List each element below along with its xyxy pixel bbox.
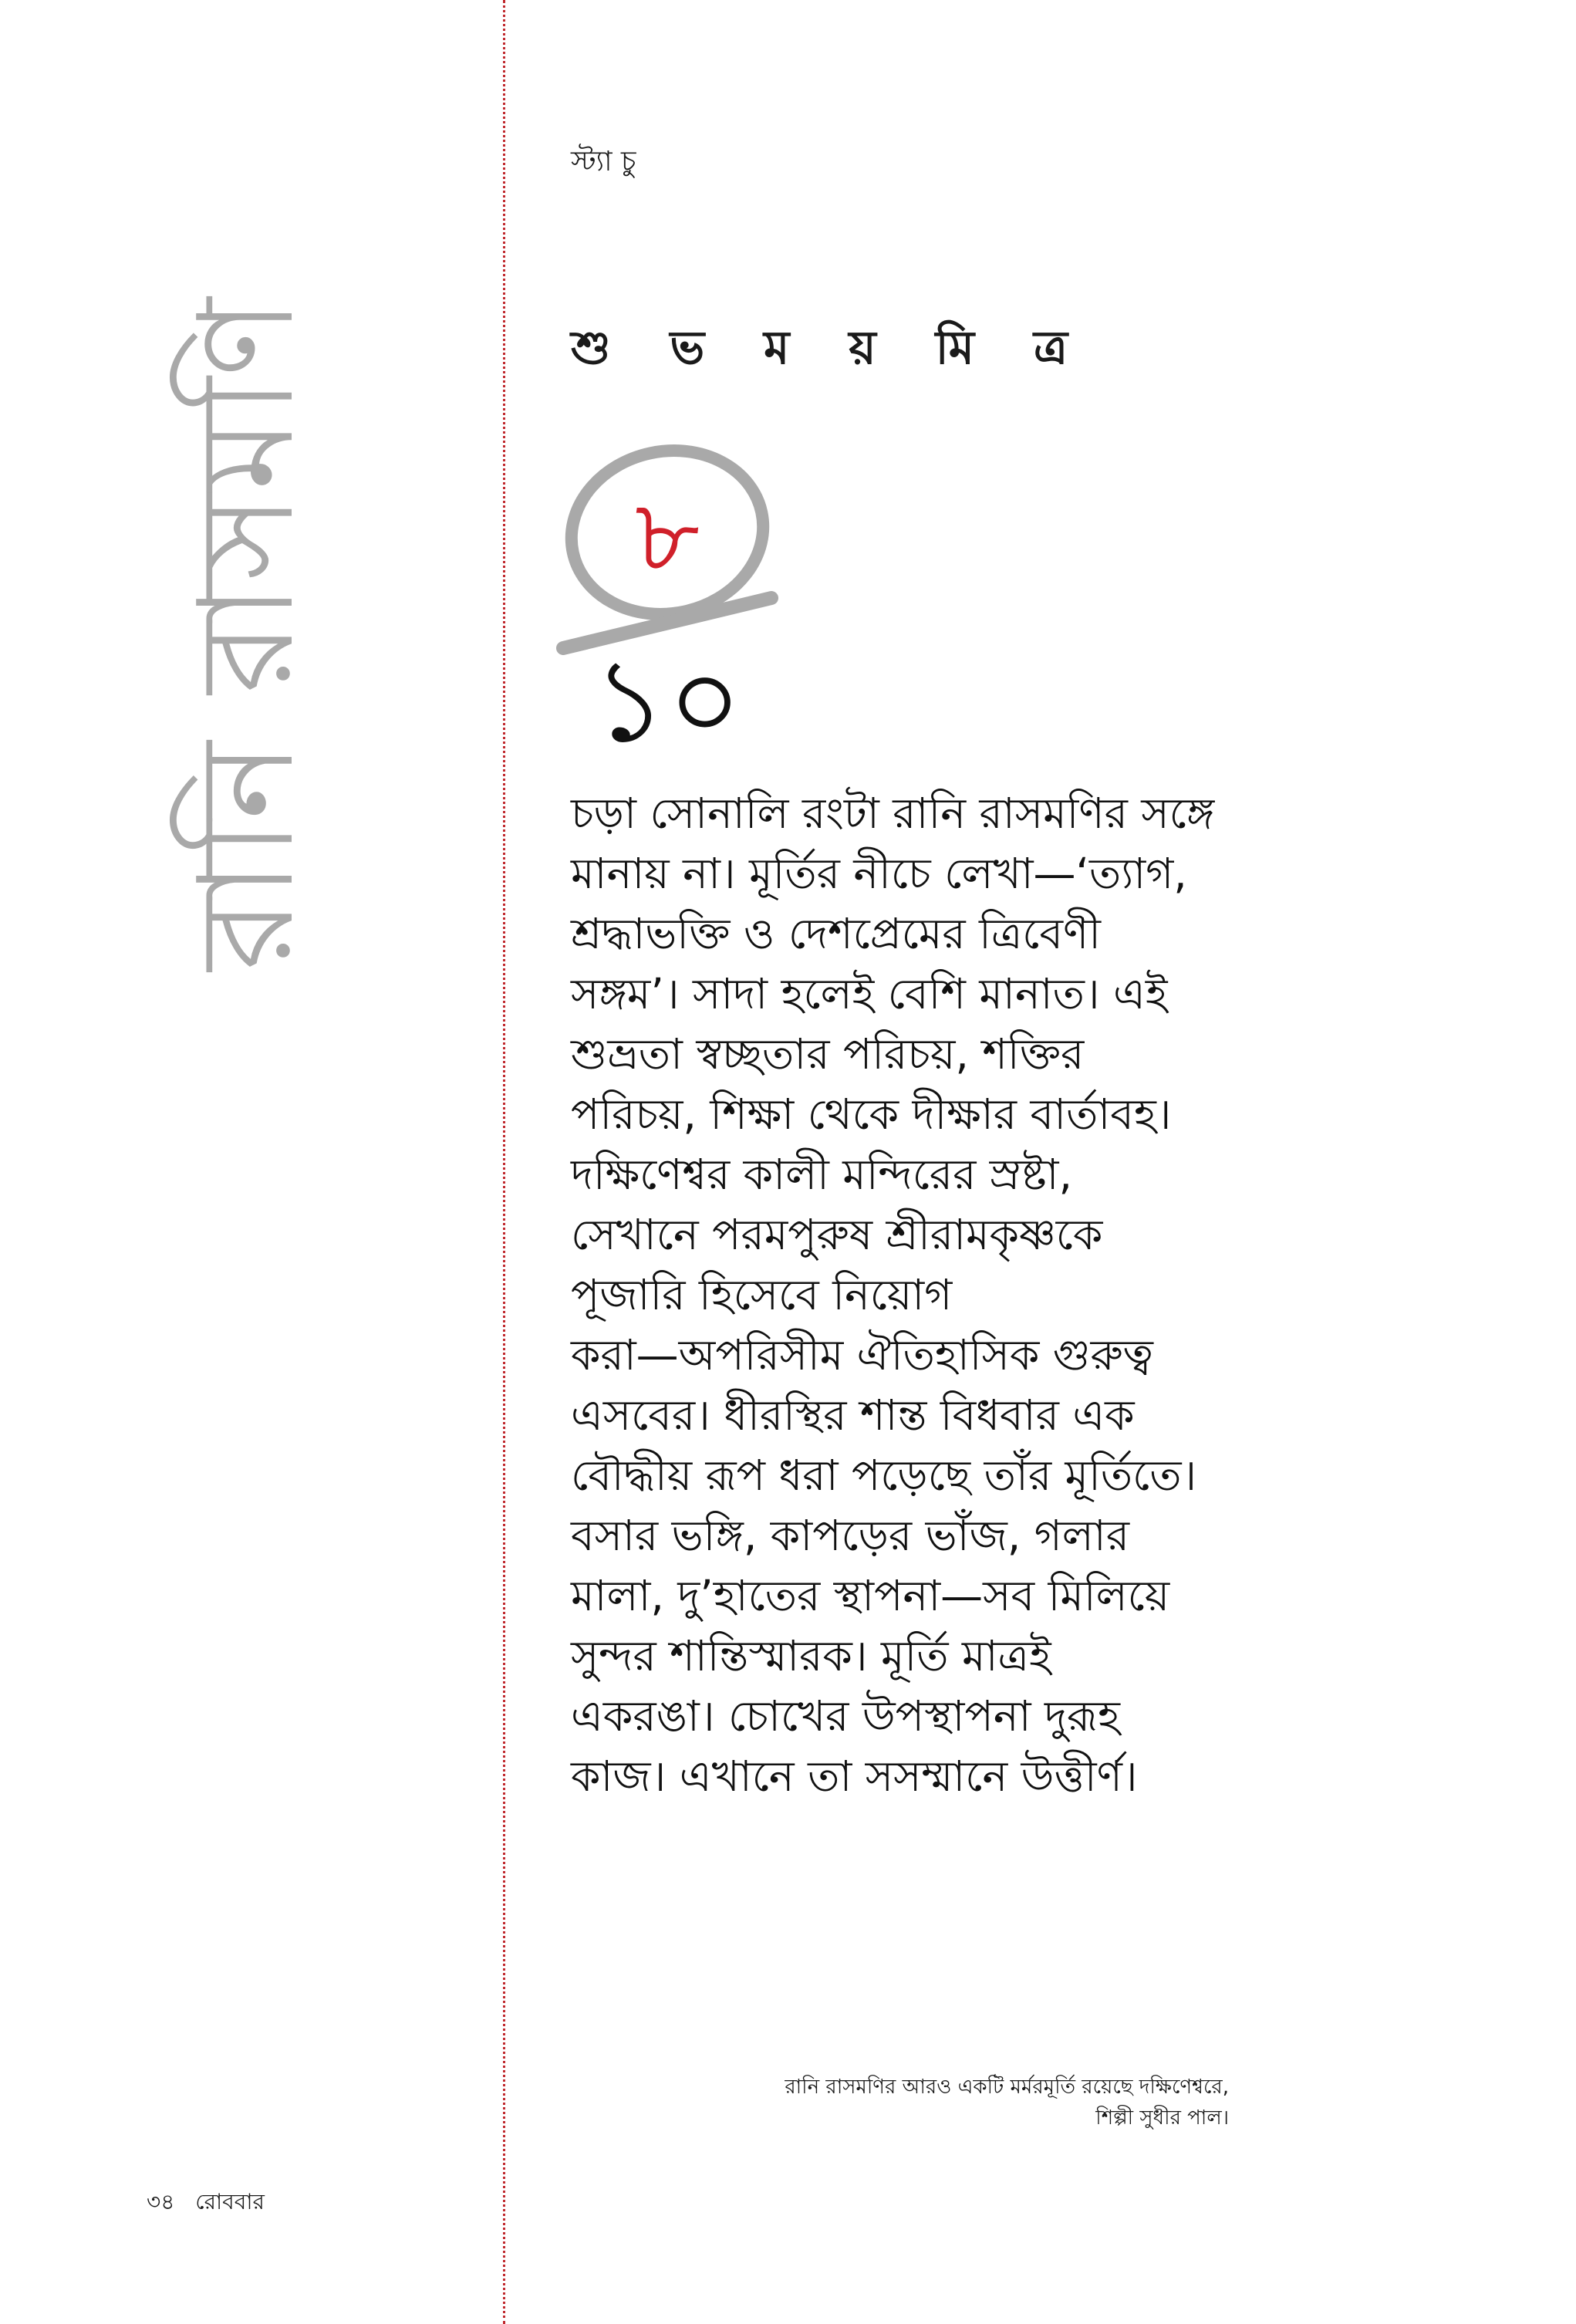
- body-line: একরঙা। চোখের উপস্থাপনা দুরূহ: [571, 1691, 1120, 1741]
- body-line: এসবের। ধীরস্থির শান্ত বিধবার এক: [571, 1390, 1135, 1440]
- body-line: চড়া সোনালি রংটা রানি রাসমণির সঙ্গে: [571, 789, 1215, 838]
- photo-caption: [785, 2072, 1229, 2133]
- body-line: সেখানে পরমপুরুষ শ্রীরামকৃষ্ণকে: [571, 1210, 1103, 1259]
- author-name: শু ভ ম য় মি ত্র: [571, 321, 1090, 375]
- body-line: শ্রদ্ধাভক্তি ও দেশপ্রেমের ত্রিবেণী: [571, 909, 1101, 958]
- caption-line: রানি রাসমণির আরও একটি মর্মরমূর্তি রয়েছে দক্ষিণেশ্বরে,: [785, 2076, 1229, 2099]
- body-line: বৌদ্ধীয় রূপ ধরা পড়েছে তাঁর মূর্তিতে।: [571, 1451, 1197, 1500]
- article-body: [571, 783, 1265, 1806]
- body-line: বসার ভঙ্গি, কাপড়ের ভাঁজ, গলার: [571, 1511, 1129, 1560]
- page-number: ৩৪: [147, 2189, 175, 2214]
- body-line: শুভ্রতা স্বচ্ছতার পরিচয়, শক্তির: [571, 1029, 1085, 1079]
- body-line: সুন্দর শান্তিস্মারক। মূর্তি মাত্রই: [571, 1631, 1051, 1681]
- caption-line: শিল্পী সুধীর পাল।: [1095, 2106, 1229, 2130]
- dotted-divider: [503, 0, 505, 2324]
- rating-total: ১০: [592, 634, 743, 764]
- body-line: করা—অপরিসীম ঐতিহাসিক গুরুত্ব: [571, 1330, 1153, 1380]
- body-line: কাজ। এখানে তা সসম্মানে উত্তীর্ণ।: [571, 1751, 1138, 1801]
- body-line: পরিচয়, শিক্ষা থেকে দীক্ষার বার্তাবহ।: [571, 1089, 1172, 1139]
- folio: [147, 2185, 265, 2221]
- section-label: স্ট্যা চু: [571, 146, 636, 177]
- body-line: দক্ষিণেশ্বর কালী মন্দিরের স্রষ্টা,: [571, 1150, 1072, 1199]
- body-line: মালা, দু’হাতের স্থাপনা—সব মিলিয়ে: [571, 1571, 1170, 1620]
- magazine-name: রোববার: [195, 2189, 265, 2214]
- body-line: সঙ্গম’। সাদা হলেই বেশি মানাত। এই: [571, 969, 1168, 1018]
- body-line: মানায় না। মূর্তির নীচে লেখা—‘ত্যাগ,: [571, 849, 1187, 898]
- body-line: পূজারি হিসেবে নিয়োগ: [571, 1270, 953, 1319]
- rating-score: ৮: [634, 478, 700, 595]
- rating-graphic: [540, 440, 787, 764]
- vertical-title: রানি রাসমণি: [170, 295, 323, 971]
